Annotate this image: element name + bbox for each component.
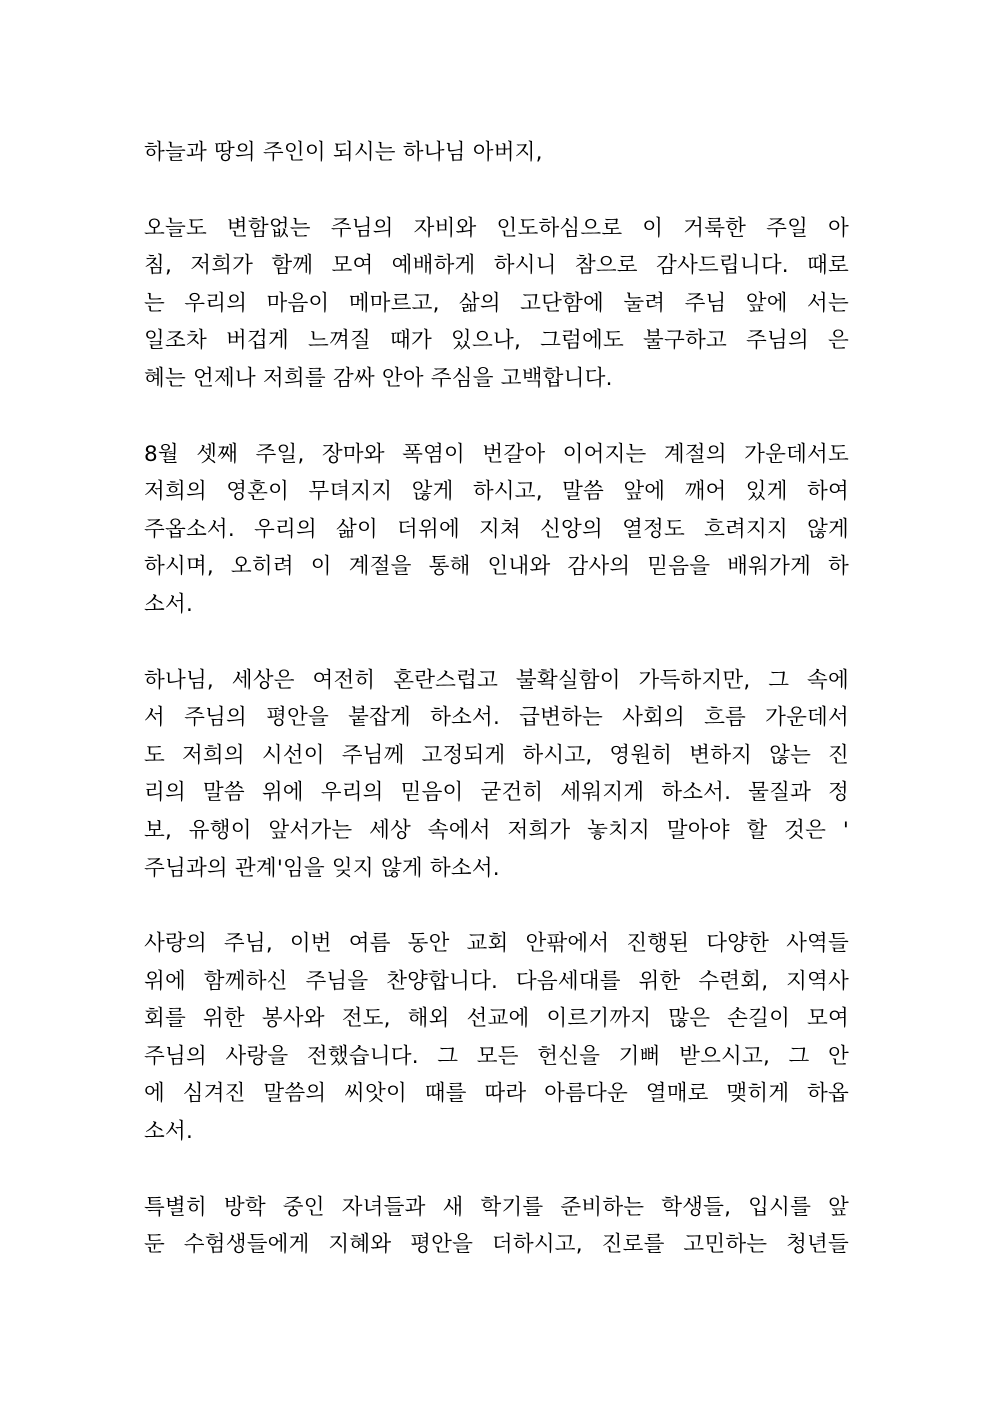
text-line: 하늘과 땅의 주인이 되시는 하나님 아버지, xyxy=(144,140,543,165)
text-line: 회를 위한 봉사와 전도, 해외 선교에 이르기까지 많은 손길이 모여 xyxy=(144,1006,849,1032)
text-line: 하나님, 세상은 여전히 혼란스럽고 불확실함이 가득하지만, 그 속에 xyxy=(144,667,849,693)
text-line: 도 저희의 시선이 주님께 고정되게 하시고, 영원히 변하지 않는 진 xyxy=(144,742,849,768)
text-line: 침, 저희가 함께 모여 예배하게 하시니 참으로 감사드립니다. 때로 xyxy=(144,253,849,279)
text-line: 서 주님의 평안을 붙잡게 하소서. 급변하는 사회의 흐름 가운데서 xyxy=(144,705,849,731)
text-line: 주옵소서. 우리의 삶이 더위에 지쳐 신앙의 열정도 흐려지지 않게 xyxy=(144,516,849,542)
text-line: 특별히 방학 중인 자녀들과 새 학기를 준비하는 학생들, 입시를 앞 xyxy=(144,1194,849,1220)
prayer-greeting xyxy=(144,134,849,172)
text-line: 저희의 영혼이 무뎌지지 않게 하시고, 말씀 앞에 깨어 있게 하여 xyxy=(144,479,849,505)
text-line: 주님과의 관계'임을 잊지 않게 하소서. xyxy=(144,855,500,881)
text-line: 소서. xyxy=(144,1119,193,1145)
text-line: 하시며, 오히려 이 계절을 통해 인내와 감사의 믿음을 배워가게 하 xyxy=(144,554,849,580)
text-line: 혜는 언제나 저희를 감싸 안아 주심을 고백합니다. xyxy=(144,365,613,391)
text-line: 소서. xyxy=(144,591,193,617)
text-line: 일조차 버겁게 느껴질 때가 있으나, 그럼에도 불구하고 주님의 은 xyxy=(144,328,849,354)
text-line: 에 심겨진 말씀의 씨앗이 때를 따라 아름다운 열매로 맺히게 하옵 xyxy=(144,1081,849,1107)
text-line: 위에 함께하신 주님을 찬양합니다. 다음세대를 위한 수련회, 지역사 xyxy=(144,968,849,994)
paragraph-ministry xyxy=(144,925,849,1151)
text-line: 8월 셋째 주일, 장마와 폭염이 번갈아 이어지는 계절의 가운데서도 xyxy=(144,441,849,467)
text-line: 사랑의 주님, 이번 여름 동안 교회 안팎에서 진행된 다양한 사역들 xyxy=(144,931,849,957)
text-line: 둔 수험생들에게 지혜와 평안을 더하시고, 진로를 고민하는 청년들 xyxy=(144,1232,849,1258)
text-line: 오늘도 변함없는 주님의 자비와 인도하심으로 이 거룩한 주일 아 xyxy=(144,215,849,241)
text-line: 주님의 사랑을 전했습니다. 그 모든 헌신을 기뻐 받으시고, 그 안 xyxy=(144,1043,849,1069)
paragraph-season xyxy=(144,436,849,624)
paragraph-students xyxy=(144,1189,849,1264)
paragraph-world xyxy=(144,662,849,888)
text-line: 는 우리의 마음이 메마르고, 삶의 고단함에 눌려 주님 앞에 서는 xyxy=(144,290,849,316)
document-page xyxy=(144,134,849,1302)
text-line: 보, 유행이 앞서가는 세상 속에서 저희가 놓치지 말아야 할 것은 ' xyxy=(144,817,849,843)
paragraph-thanksgiving xyxy=(144,210,849,398)
text-line: 리의 말씀 위에 우리의 믿음이 굳건히 세워지게 하소서. 물질과 정 xyxy=(144,780,849,806)
